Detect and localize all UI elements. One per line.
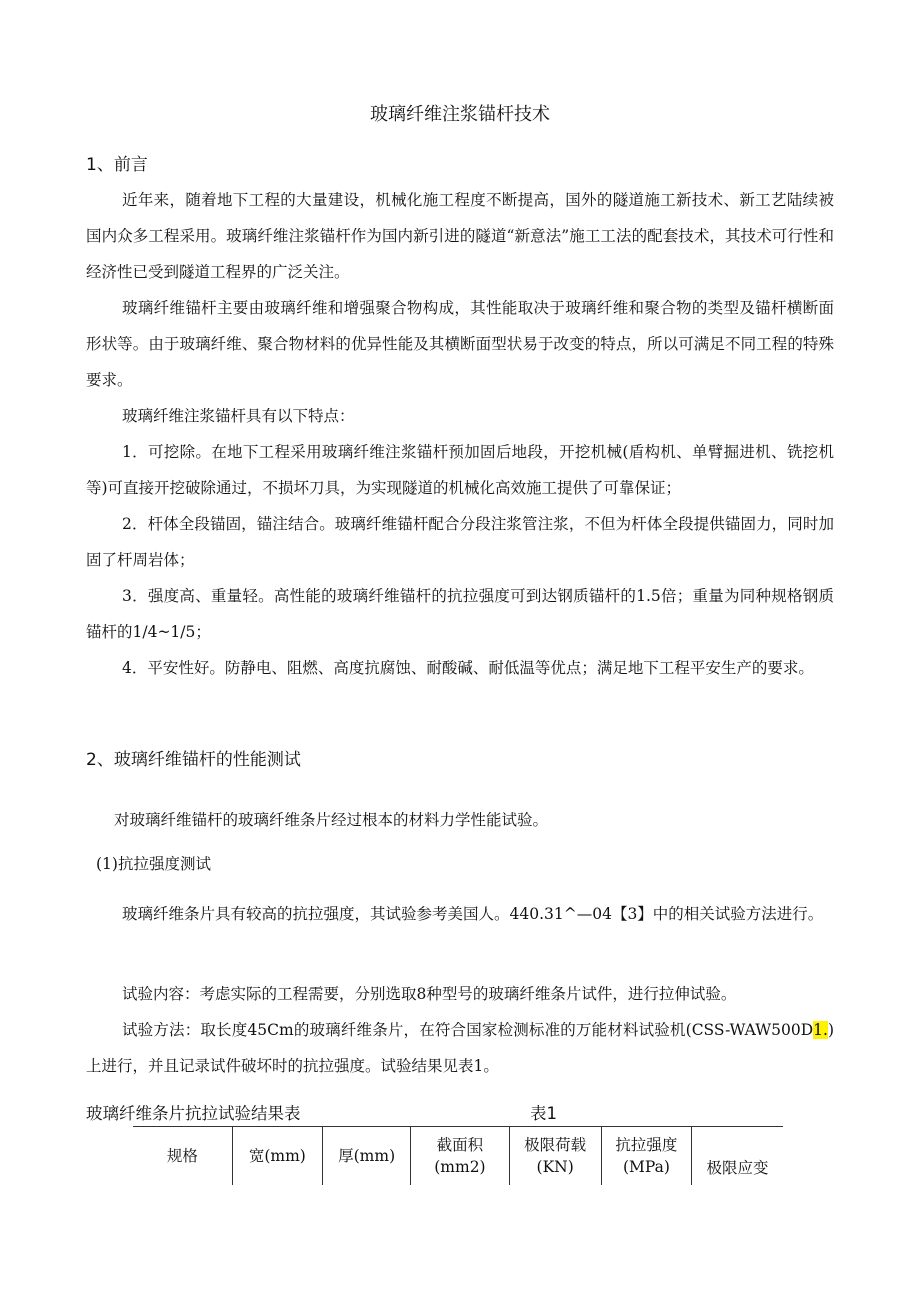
header-spec: 规格	[133, 1127, 232, 1186]
feature-item-2: 2．杆体全段锚固，锚注结合。玻璃纤维锚杆配合分段注浆管注浆，不但为杆体全段提供锚固力，同时加固了杆周岩体；	[86, 515, 834, 569]
header-tensile-strength: 抗拉强度 (MPa)	[601, 1127, 691, 1186]
section-2-paragraph-3: 试验内容：考虑实际的工程需要，分别选取8种型号的玻璃纤维条片试件，进行拉伸试验。	[122, 985, 737, 1003]
method-text-b: )上进行，并且记录试件破坏时的抗拉强度。试验结果见表1。	[86, 1021, 834, 1075]
section-1-paragraph-2: 玻璃纤维锚杆主要由玻璃纤维和增强聚合物构成，其性能取决于玻璃纤维和聚合物的类型及锚杆横断面形状等。由于玻璃纤维、聚合物材料的优异性能及其横断面型状易于改变的特点，所以可满足不同工程的特殊要求。	[86, 299, 834, 389]
header-ultimate-strain: 极限应变	[692, 1127, 783, 1186]
feature-item-1: 1．可挖除。在地下工程采用玻璃纤维注浆锚杆预加固后地段，开挖机械(盾构机、单臂掘进机、铣挖机等)可直接开挖破除通过，不损坏刀具，为实现隧道的机械化高效施工提供了可靠保证；	[86, 443, 834, 497]
section-2-heading: 2、玻璃纤维锚杆的性能测试	[86, 750, 301, 770]
results-table	[133, 1126, 783, 1185]
section-2-paragraph-1: 对玻璃纤维锚杆的玻璃纤维条片经过根本的材料力学性能试验。	[114, 811, 549, 829]
subsection-tensile-test: (1)抗拉强度测试	[96, 855, 211, 873]
header-width: 宽(mm)	[232, 1127, 322, 1186]
header-ultimate-load: 极限荷载 (KN)	[509, 1127, 601, 1186]
section-1-heading: 1、前言	[86, 155, 148, 175]
feature-item-3: 3．强度高、重量轻。高性能的玻璃纤维锚杆的抗拉强度可到达钢质锚杆的1.5倍；重量为同种规格钢质锚杆的1/4~1/5；	[86, 587, 834, 641]
section-2-paragraph-2: 玻璃纤维条片具有较高的抗拉强度，其试验参考美国人。440.31^—04【3】中的相关试验方法进行。	[122, 905, 824, 923]
section-1-paragraph-1: 近年来，随着地下工程的大量建设，机械化施工程度不断提高，国外的隧道施工新技术、新工艺陆续被国内众多工程采用。玻璃纤维注浆锚杆作为国内新引进的隧道“新意法”施工工法的配套技术，其技术可行性和经济性已受到隧道工程界的广泛关注。	[86, 191, 834, 281]
method-text-a: 试验方法：取长度45Cm的玻璃纤维条片，在符合国家检测标准的万能材料试验机(CSS-WAW500D	[122, 1021, 814, 1039]
section-2-paragraph-4	[86, 1012, 834, 1084]
document-title: 玻璃纤维注浆锚杆技术	[370, 104, 550, 125]
header-thickness: 厚(mm)	[322, 1127, 410, 1186]
feature-item-4: 4．平安性好。防静电、阻燃、高度抗腐蚀、耐酸碱、耐低温等优点；满足地下工程平安生产的要求。	[122, 659, 814, 677]
section-1-paragraph-3: 玻璃纤维注浆锚杆具有以下特点：	[122, 407, 355, 425]
header-area: 截面积 (mm2)	[411, 1127, 509, 1186]
table-title: 玻璃纤维条片抗拉试验结果表	[86, 1104, 301, 1123]
highlighted-text: 1.	[813, 1021, 828, 1039]
table-number: 表1	[530, 1104, 557, 1123]
table-header-row	[133, 1127, 783, 1186]
